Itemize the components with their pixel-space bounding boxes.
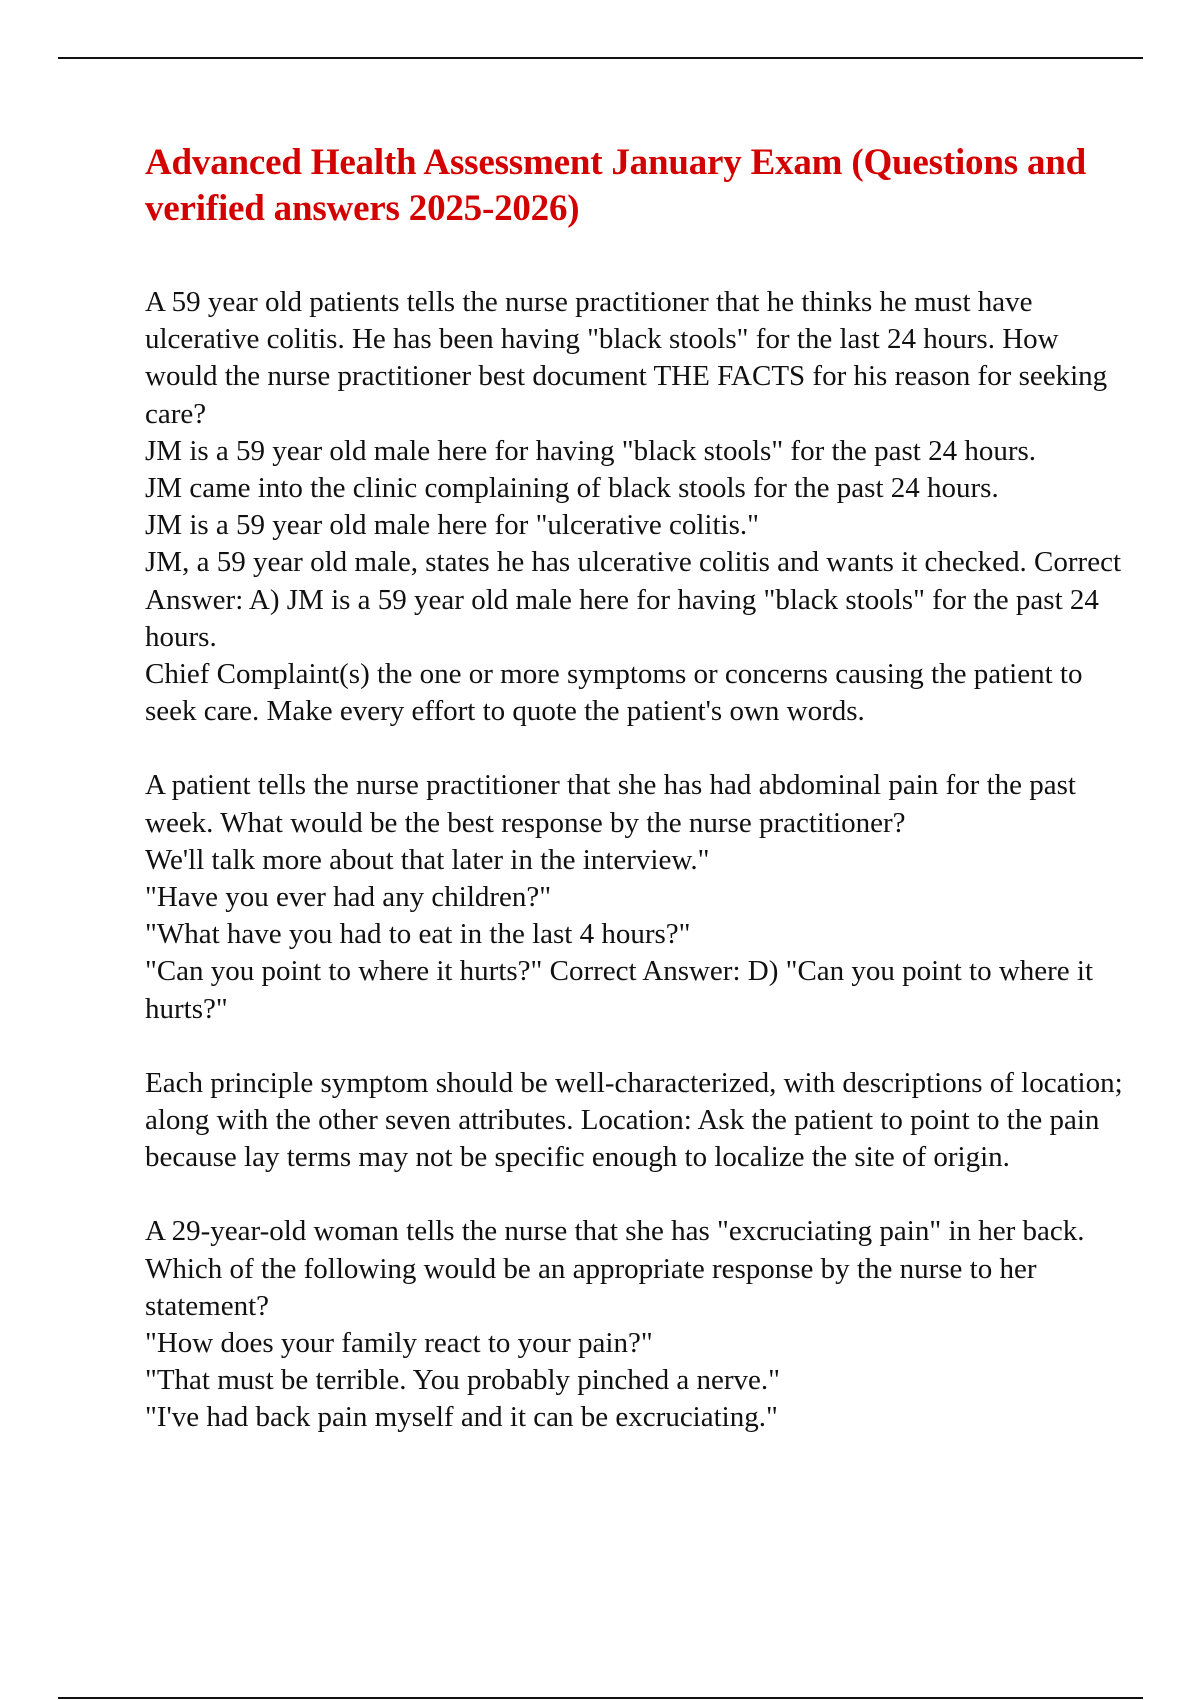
answer-option: "How does your family react to your pain?" [145, 1327, 653, 1360]
answer-option-with-correct-answer: "Can you point to where it hurts?" Correct Answer: D) "Can you point to where it hurts?" [145, 955, 1094, 1025]
footer-rule [58, 1697, 1143, 1699]
answer-option: "That must be terrible. You probably pinched a nerve." [145, 1364, 780, 1397]
answer-option: JM is a 59 year old male here for "ulcerative colitis." [145, 509, 759, 542]
answer-option: "What have you had to eat in the last 4 hours?" [145, 918, 691, 951]
question-text: A 59 year old patients tells the nurse practitioner that he thinks he must have ulcerative colitis. He has been having "black stools" for the last 24 hours. How would the nurse practitioner best document THE FACTS for his reason for seeking care? [145, 286, 1108, 430]
document-body [145, 140, 1130, 1474]
question-block-1 [145, 284, 1130, 730]
header-rule [58, 57, 1143, 59]
answer-option: "Have you ever had any children?" [145, 881, 552, 914]
answer-option: We'll talk more about that later in the interview." [145, 843, 710, 876]
answer-option: "I've had back pain myself and it can be excruciating." [145, 1401, 778, 1434]
question-text: A patient tells the nurse practitioner that she has had abdominal pain for the past week. What would be the best response by the nurse practitioner? [145, 769, 1076, 839]
question-block-2 [145, 767, 1130, 1027]
question-list [145, 284, 1130, 1437]
answer-option: JM is a 59 year old male here for having "black stools" for the past 24 hours. [145, 434, 1037, 467]
rationale-text: Each principle symptom should be well-characterized, with descriptions of location; along with the other seven attributes. Location: Ask the patient to point to the pain because lay terms may not be specific enough to localize the site of origin. [145, 1066, 1123, 1174]
rationale-text: Chief Complaint(s) the one or more symptoms or concerns causing the patient to seek care. Make every effort to quote the patient's own words. [145, 658, 1083, 728]
document-title: Advanced Health Assessment January Exam (Questions and verified answers 2025-2026) [145, 142, 1087, 229]
answer-option-with-correct-answer: JM, a 59 year old male, states he has ulcerative colitis and wants it checked. Correct Answer: A) JM is a 59 year old male here for having "black stools" for the past 24 hours. [145, 546, 1122, 653]
question-text: A 29-year-old woman tells the nurse that she has "excruciating pain" in her back. Which of the following would be an appropriate response by the nurse to her statement? [145, 1215, 1085, 1322]
answer-option: JM came into the clinic complaining of black stools for the past 24 hours. [145, 472, 999, 505]
rationale-block [145, 1065, 1130, 1177]
question-block-3 [145, 1213, 1130, 1436]
